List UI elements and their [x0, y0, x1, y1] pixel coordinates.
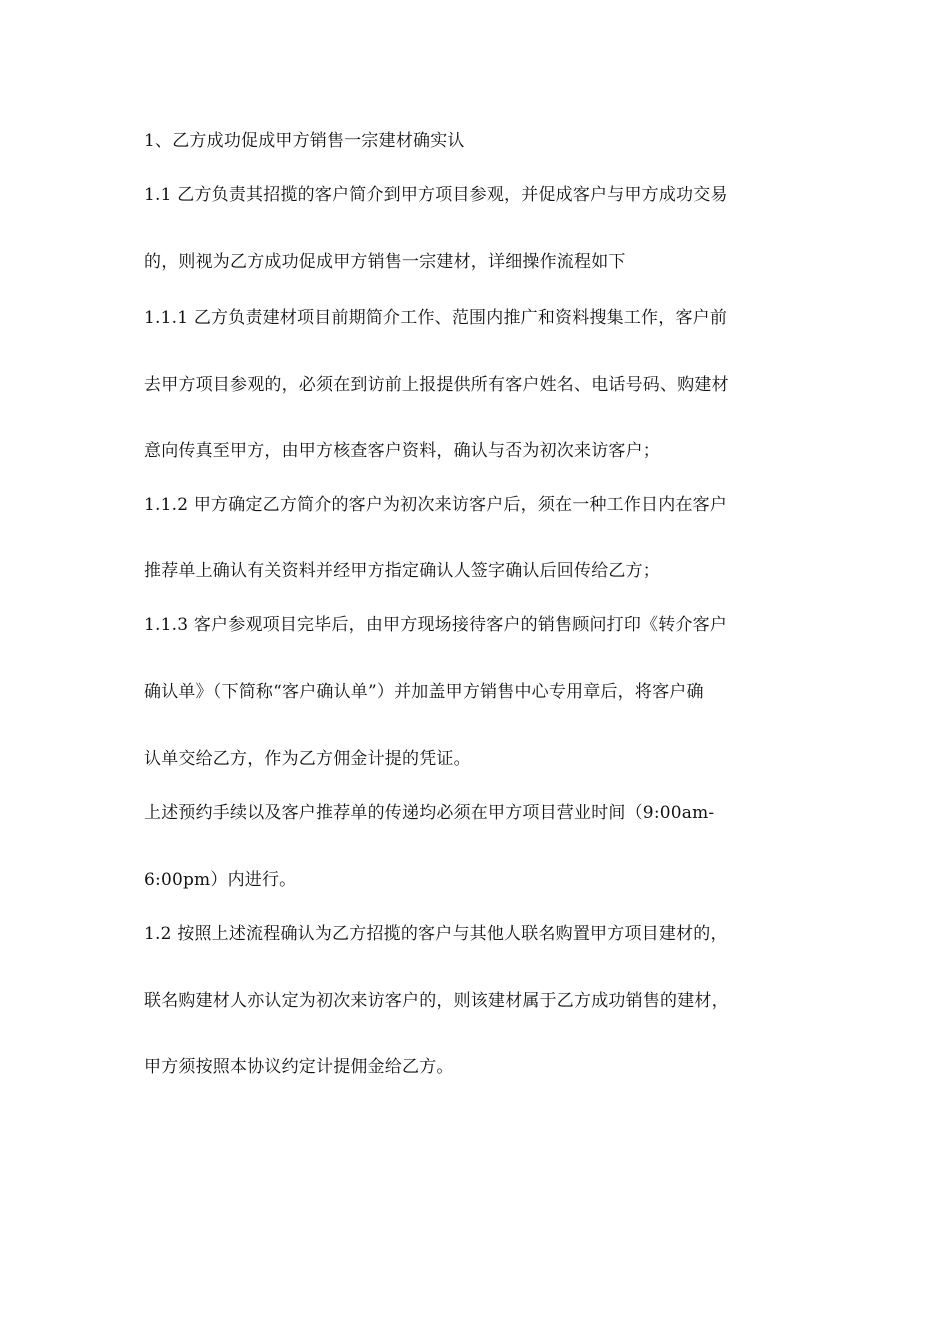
text-line: 确认单》（下简称“客户确认单”）并加盖甲方销售中心专用章后，将客户确 [144, 682, 704, 702]
text-line: 认单交给乙方，作为乙方佣金计提的凭证。 [144, 749, 471, 769]
text-line: 1.2 按照上述流程确认为乙方招揽的客户与其他人联名购置甲方项目建材的， [144, 924, 728, 944]
text-line: 推荐单上确认有关资料并经甲方指定确认人签字确认后回传给乙方； [144, 561, 660, 581]
text-line: 联名购建材人亦认定为初次来访客户的，则该建材属于乙方成功销售的建材， [144, 991, 729, 1011]
text-line: 的，则视为乙方成功促成甲方销售一宗建材，详细操作流程如下 [144, 252, 626, 272]
text-line: 1.1 乙方负责其招揽的客户简介到甲方项目参观，并促成客户与甲方成功交易 [144, 185, 728, 205]
text-line: 上述预约手续以及客户推荐单的传递均必须在甲方项目营业时间（9:00am- [144, 803, 715, 823]
text-line: 6:00pm）内进行。 [144, 870, 297, 890]
text-line: 意向传真至甲方，由甲方核查客户资料，确认与否为初次来访客户； [144, 441, 660, 461]
text-line: 去甲方项目参观的，必须在到访前上报提供所有客户姓名、电话号码、购建材 [144, 375, 729, 395]
text-line: 1.1.3 客户参观项目完毕后，由甲方现场接待客户的销售顾问打印《转介客户 [144, 615, 728, 635]
text-line: 甲方须按照本协议约定计提佣金给乙方。 [144, 1057, 454, 1077]
text-line: 1.1.1 乙方负责建材项目前期简介工作、范围内推广和资料搜集工作，客户前 [144, 308, 728, 328]
section-heading: 1、乙方成功促成甲方销售一宗建材确实认 [144, 131, 465, 151]
text-line: 1.1.2 甲方确定乙方简介的客户为初次来访客户后，须在一种工作日内在客户 [144, 495, 728, 515]
